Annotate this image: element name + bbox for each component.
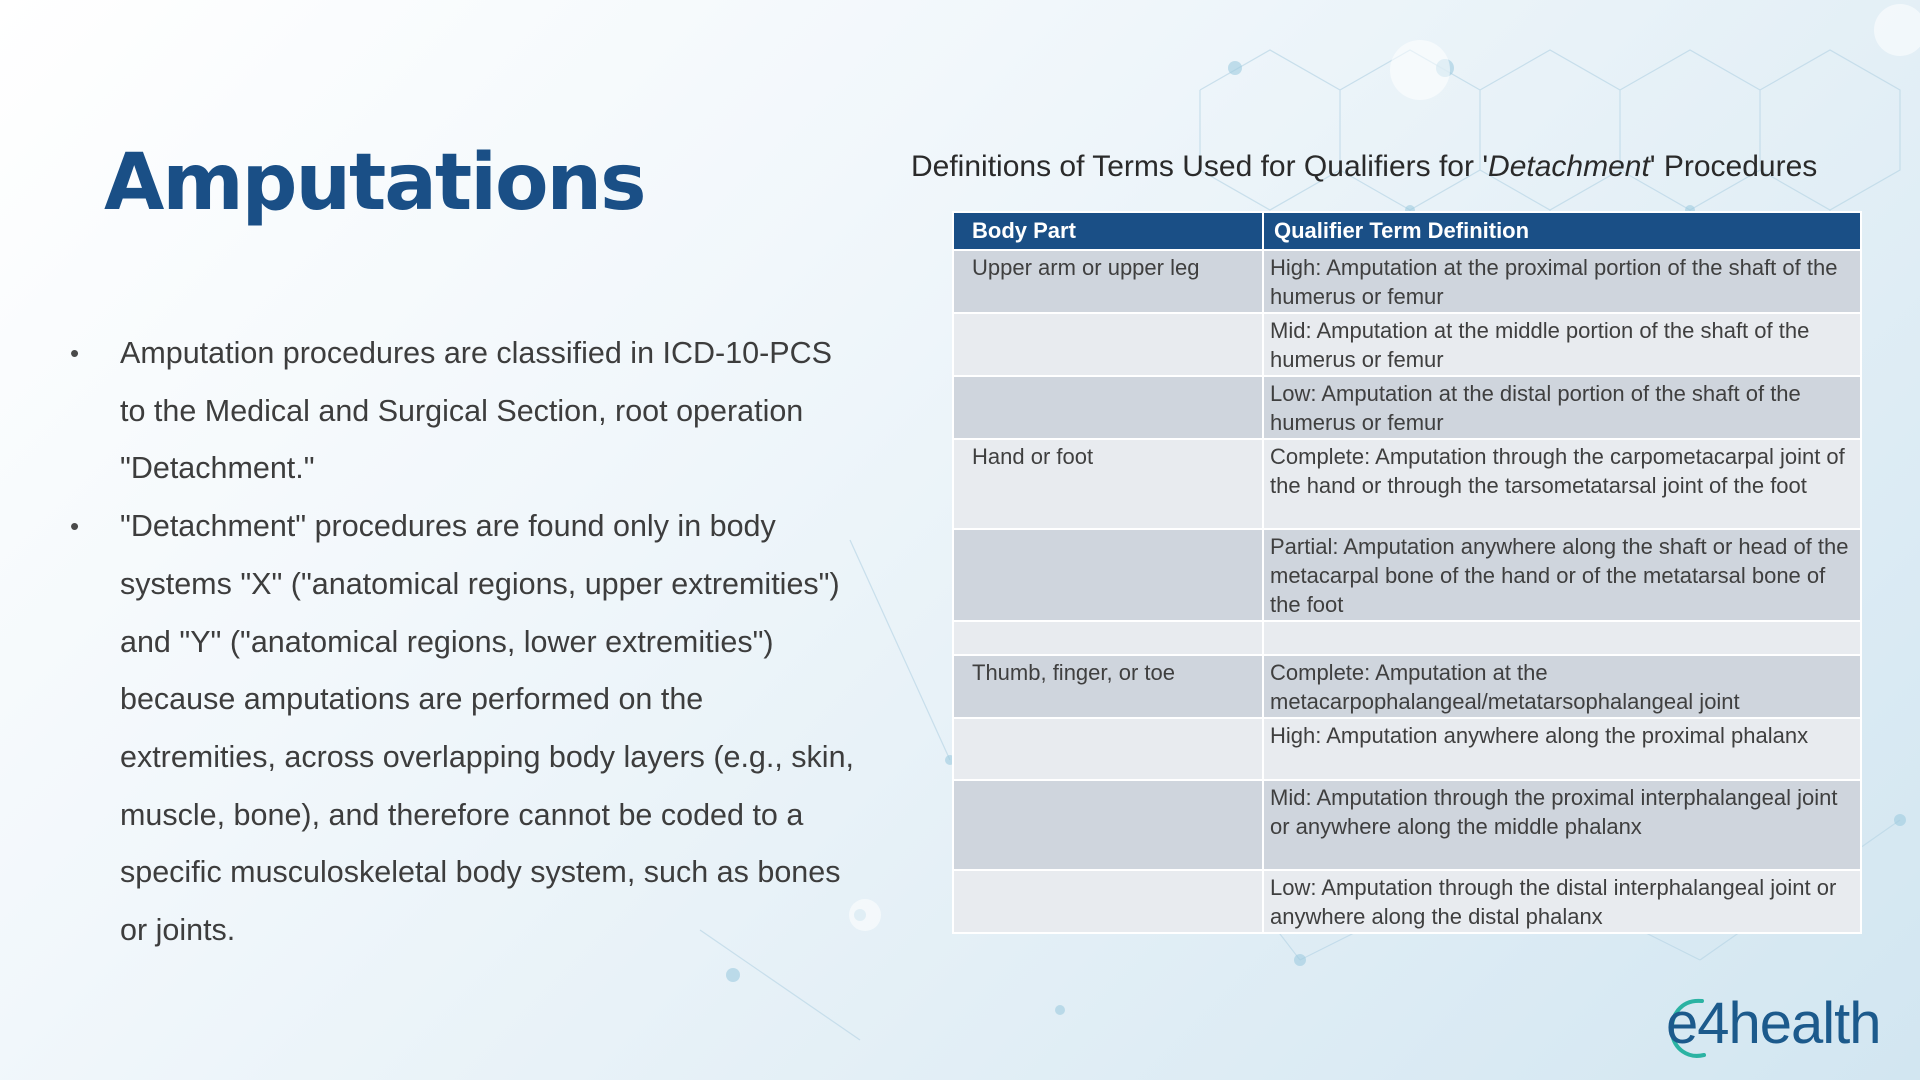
cell-definition: Mid: Amputation through the proximal interphalangeal joint or anywhere along the middle phalanx xyxy=(1263,780,1861,870)
bullet-dot-icon: • xyxy=(70,338,80,368)
bullet-dot-icon: • xyxy=(70,511,80,542)
cell-definition: Partial: Amputation anywhere along the shaft or head of the metacarpal bone of the hand or of the metatarsal bone of the foot xyxy=(1263,529,1861,621)
cell-definition: Complete: Amputation through the carpometacarpal joint of the hand or through the tarsometatarsal joint of the foot xyxy=(1263,439,1861,529)
table-row xyxy=(953,870,1861,933)
table-row xyxy=(953,313,1861,376)
cell-body-part xyxy=(953,529,1263,621)
cell-definition: High: Amputation at the proximal portion of the shaft of the humerus or femur xyxy=(1263,250,1861,313)
table-caption-italic: Detachment xyxy=(1488,150,1650,183)
cell-body-part xyxy=(953,621,1263,655)
qualifier-definitions-table xyxy=(952,211,1862,934)
table-row xyxy=(953,655,1861,718)
table-caption-start: Definitions of Terms Used for Qualifiers for ' xyxy=(911,150,1489,183)
cell-definition: Mid: Amputation at the middle portion of the shaft of the humerus or femur xyxy=(1263,313,1861,376)
cell-body-part xyxy=(953,376,1263,439)
header-body-part: Body Part xyxy=(953,212,1263,250)
cell-body-part: Upper arm or upper leg xyxy=(953,250,1263,313)
cell-body-part xyxy=(953,313,1263,376)
slide-title: Amputations xyxy=(104,138,645,228)
e4health-logo: e4health xyxy=(1666,991,1881,1056)
bullet-text: Amputation procedures are classified in ICD-10-PCS to the Medical and Surgical Section, root operation "Detachment." xyxy=(120,336,832,486)
cell-definition: High: Amputation anywhere along the proximal phalanx xyxy=(1263,718,1861,780)
cell-definition: Low: Amputation through the distal interphalangeal joint or anywhere along the distal phalanx xyxy=(1263,870,1861,933)
cell-body-part xyxy=(953,870,1263,933)
table-row xyxy=(953,529,1861,621)
cell-body-part xyxy=(953,718,1263,780)
table-caption-end: ' Procedures xyxy=(1649,150,1818,183)
cell-body-part: Thumb, finger, or toe xyxy=(953,655,1263,718)
cell-definition: Complete: Amputation at the metacarpophalangeal/metatarsophalangeal joint xyxy=(1263,655,1861,718)
cell-body-part: Hand or foot xyxy=(953,439,1263,529)
cell-definition: Low: Amputation at the distal portion of the shaft of the humerus or femur xyxy=(1263,376,1861,439)
bullet-list xyxy=(70,325,860,960)
bullet-item xyxy=(70,498,860,960)
table-row xyxy=(953,439,1861,529)
table-row xyxy=(953,250,1861,313)
header-qualifier-definition: Qualifier Term Definition xyxy=(1263,212,1861,250)
bullet-item xyxy=(70,325,860,498)
cell-definition xyxy=(1263,621,1861,655)
table-row xyxy=(953,780,1861,870)
table-row xyxy=(953,621,1861,655)
table-caption xyxy=(911,150,1911,184)
bullet-text: "Detachment" procedures are found only in body systems "X" ("anatomical regions, upper extremities") and "Y" ("anatomical regions, lower extremities") because amputations are performed on the extremities, across overlapping body layers (e.g., skin, muscle, bone), and therefore cannot be coded to a specific musculoskeletal body system, such as bones or joints. xyxy=(120,509,855,948)
table-row xyxy=(953,718,1861,780)
table-row xyxy=(953,376,1861,439)
cell-body-part xyxy=(953,780,1263,870)
table-header-row xyxy=(953,212,1861,250)
